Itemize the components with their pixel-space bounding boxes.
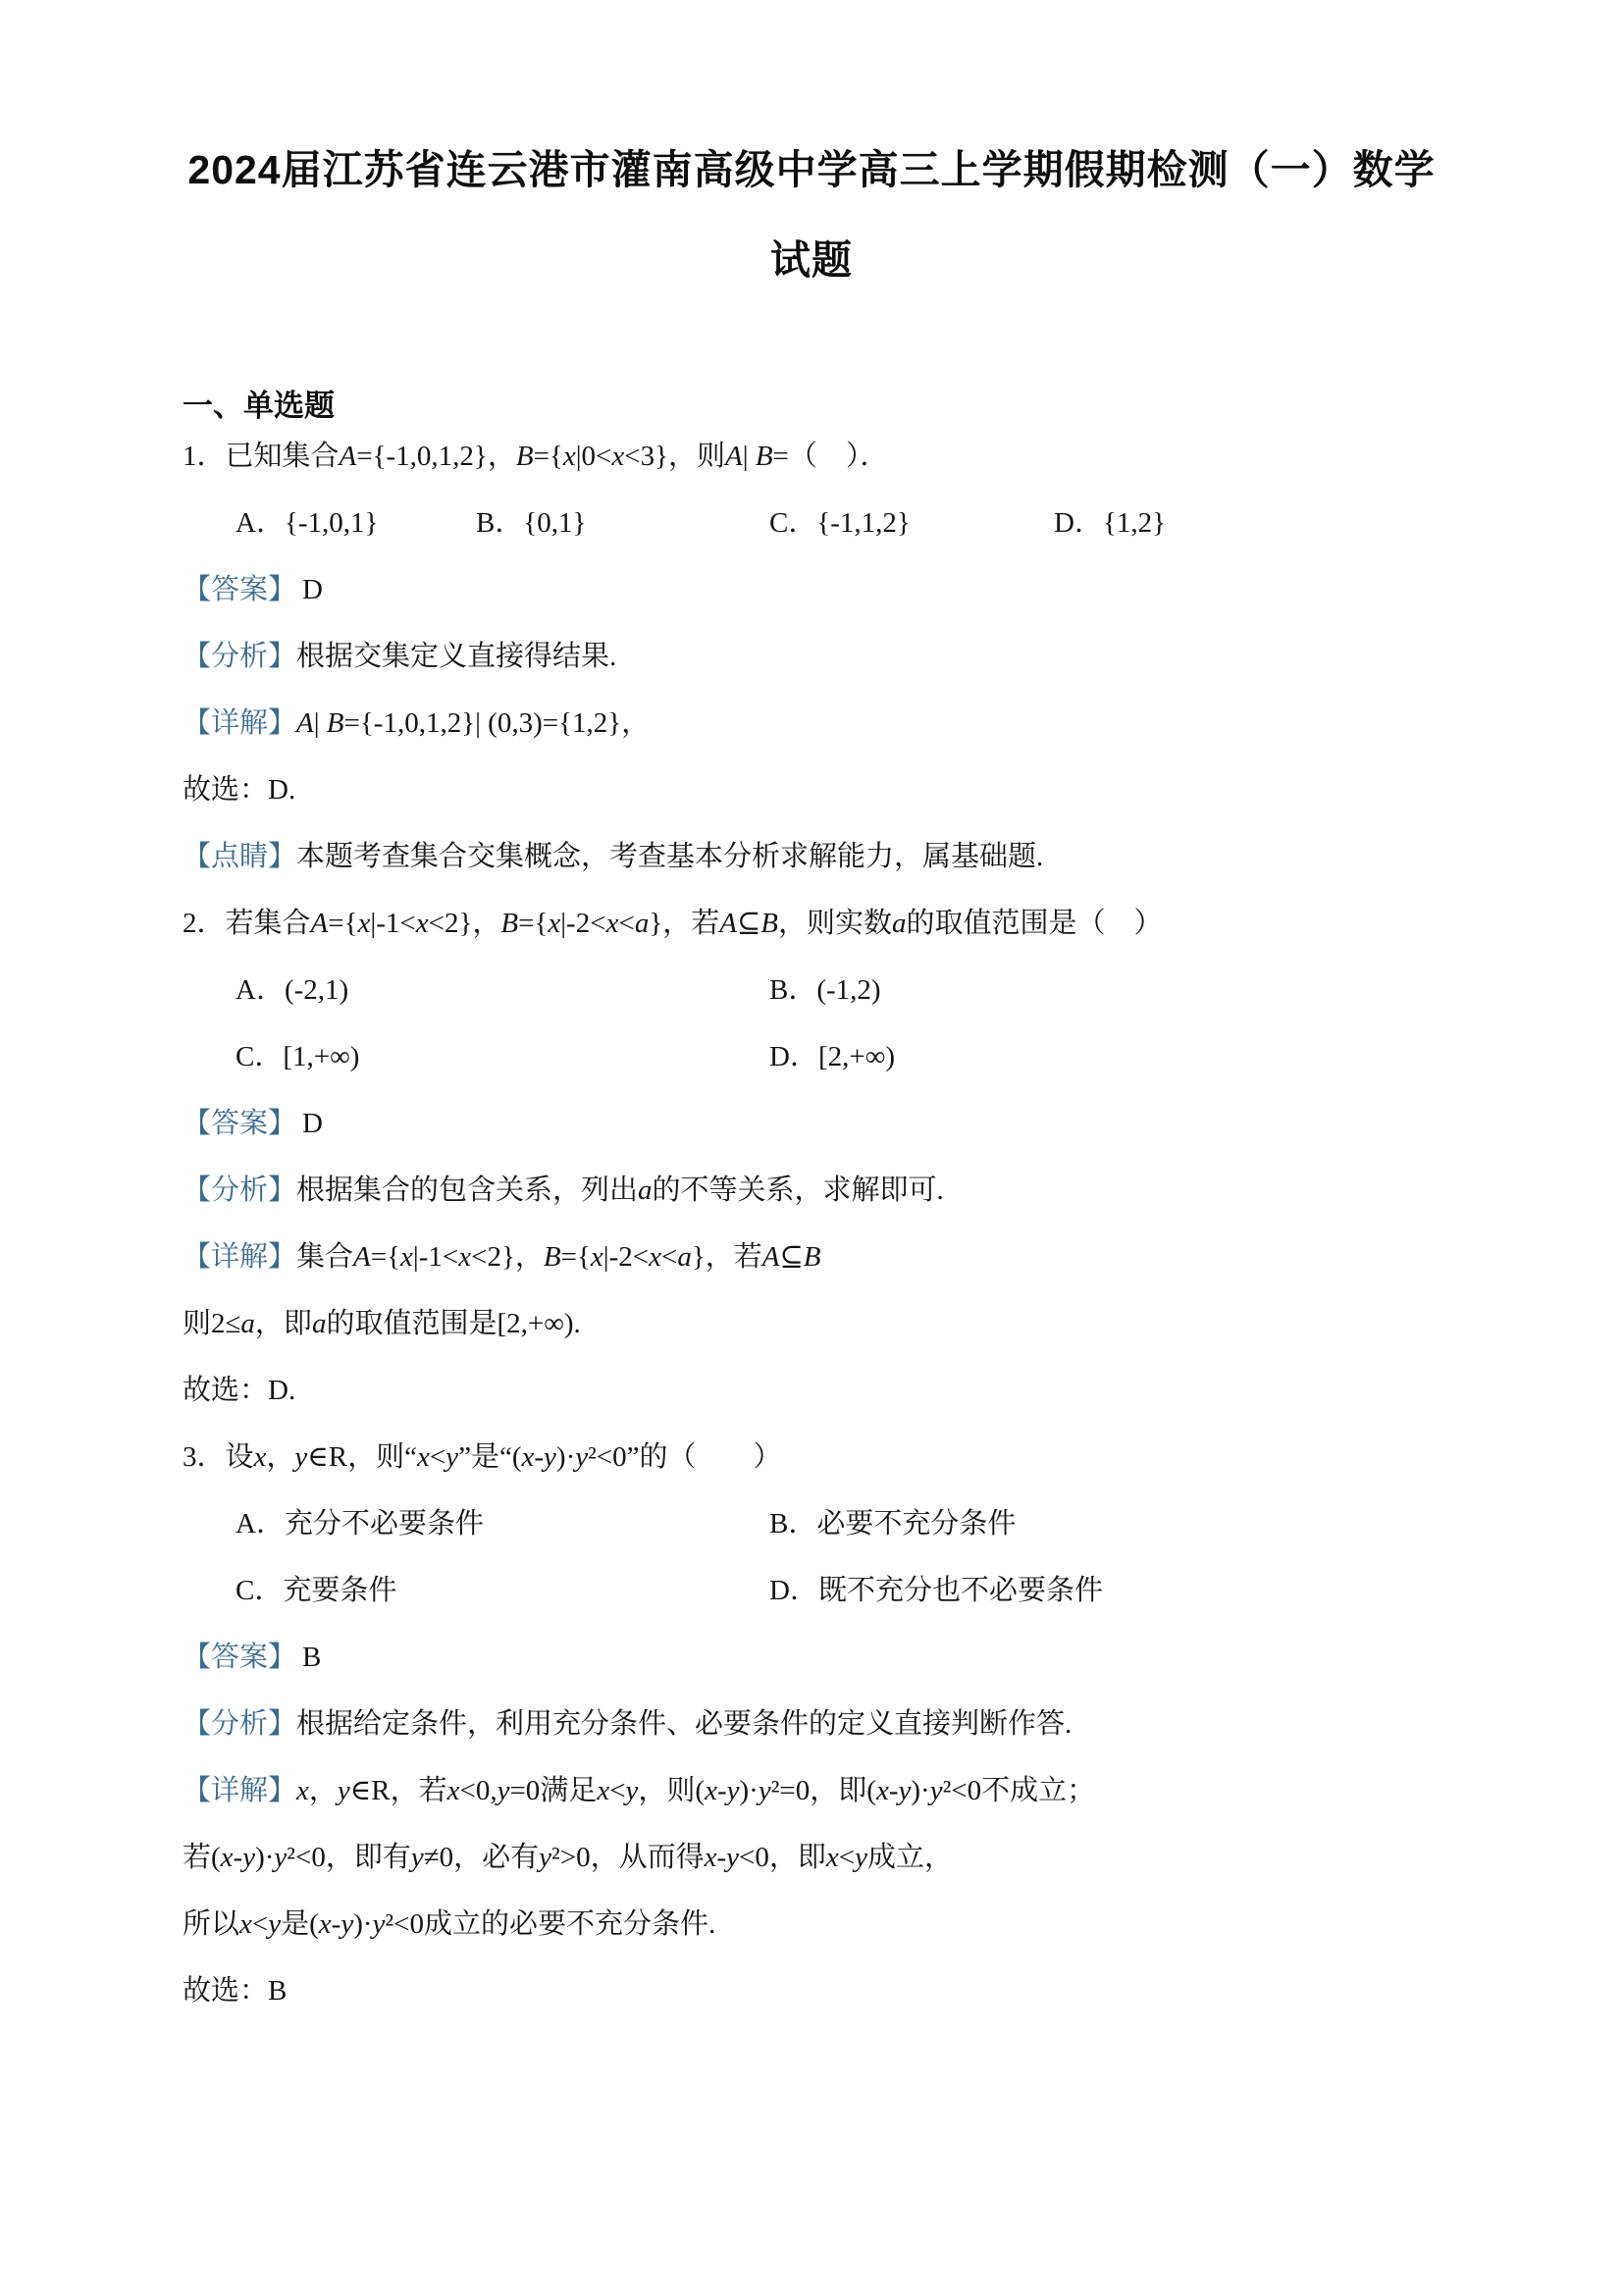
question-3-answer-line	[183, 1638, 1476, 1678]
question-1-note-text: 本题考查集合交集概念，考查基本分析求解能力，属基础题.	[296, 841, 1044, 873]
question-1-option-a: A．{-1,0,1}	[236, 507, 379, 540]
answer-label: 【答案】	[183, 574, 297, 606]
question-1-analysis-text: 根据交集定义直接得结果.	[296, 641, 617, 673]
question-3-option-b: B．必要不充分条件	[769, 1508, 1017, 1540]
page-title	[0, 0, 1623, 284]
question-1-analysis-line	[183, 637, 1476, 677]
question-2-option-d: D．[2,+∞)	[769, 1041, 896, 1073]
question-3-detail-line-3: 所以x<y是(x-y)·y²<0成立的必要不充分条件.	[183, 1908, 716, 1941]
question-3-analysis-line	[183, 1704, 1476, 1745]
question-1-option-d: D．{1,2}	[1054, 507, 1167, 540]
question-1-note-line	[183, 837, 1476, 877]
question-1-options	[183, 503, 1476, 544]
question-3-detail-text-1: x，y∈R，若x<0,y=0满足x<y，则(x-y)·y²=0，即(x-y)·y²<0不成立；	[296, 1775, 1096, 1807]
question-2-analysis-line	[183, 1171, 1476, 1211]
answer-label: 【答案】	[183, 1108, 297, 1140]
detail-label: 【详解】	[183, 1241, 297, 1274]
detail-label: 【详解】	[183, 707, 297, 740]
question-1-stem: 1．已知集合A={-1,0,1,2}，B={x|0<x<3}，则A| B=（ ）．	[183, 441, 889, 473]
question-3-option-d: D．既不充分也不必要条件	[769, 1575, 1103, 1607]
question-2-option-a: A．(-2,1)	[236, 974, 349, 1007]
question-2-options-row-1	[183, 970, 1476, 1011]
question-3-detail-line-2: 若(x-y)·y²<0，即有y≠0，必有y²>0，从而得x-y<0，即x<y成立，	[183, 1842, 953, 1874]
question-2-analysis-text: 根据集合的包含关系，列出a的不等关系，求解即可.	[296, 1174, 944, 1207]
question-2-block	[183, 904, 1476, 1411]
note-label: 【点睛】	[183, 841, 297, 873]
analysis-label: 【分析】	[183, 1708, 297, 1741]
question-2-detail-text-1: 集合A={x|-1<x<2}，B={x|-2<x<a}，若A⊆B	[296, 1241, 821, 1274]
question-2-option-c: C．[1,+∞)	[236, 1041, 360, 1073]
detail-label: 【详解】	[183, 1775, 297, 1807]
question-1-answer-line	[183, 570, 1476, 610]
question-3-options-row-1	[183, 1504, 1476, 1544]
section-heading: 一、单选题	[183, 389, 335, 424]
question-2-detail-line-2: 则2≤a，即a的取值范围是[2,+∞).	[183, 1308, 581, 1340]
title-line-1: 2024届江苏省连云港市灌南高级中学高三上学期假期检测（一）数学	[187, 147, 1436, 192]
question-2-options-row-2	[183, 1037, 1476, 1077]
question-2-option-b: B．(-1,2)	[769, 974, 881, 1007]
question-3-choose-line: 故选：B	[183, 1975, 288, 2008]
question-2-answer-line	[183, 1104, 1476, 1144]
question-3-answer-value: B	[302, 1642, 322, 1674]
question-1-block	[183, 437, 1476, 877]
question-3-detail-line-1	[183, 1771, 1476, 1811]
title-line-2: 试题	[770, 237, 853, 284]
question-1-detail-text: A| B={-1,0,1,2}| (0,3)={1,2}，	[296, 707, 651, 740]
question-3-analysis-text: 根据给定条件，利用充分条件、必要条件的定义直接判断作答.	[296, 1708, 1073, 1741]
analysis-label: 【分析】	[183, 1174, 297, 1207]
question-3-option-a: A．充分不必要条件	[236, 1508, 484, 1540]
question-1-answer-value: D	[302, 574, 323, 606]
question-2-answer-value: D	[302, 1108, 323, 1140]
question-2-stem: 2．若集合A={x|-1<x<2}，B={x|-2<x<a}，若A⊆B，则实数a的取值范围是（ ）	[183, 908, 1163, 940]
answer-label: 【答案】	[183, 1642, 297, 1674]
question-1-detail-line	[183, 704, 1476, 744]
question-2-choose-line: 故选：D.	[183, 1375, 296, 1407]
question-3-options-row-2	[183, 1571, 1476, 1611]
question-1-choose-line: 故选：D.	[183, 774, 296, 807]
document-content	[0, 386, 1623, 2011]
question-3-block	[183, 1437, 1476, 2011]
question-1-option-c: C．{-1,1,2}	[769, 507, 911, 540]
question-2-detail-line-1	[183, 1237, 1476, 1278]
question-1-option-b: B．{0,1}	[476, 507, 587, 540]
analysis-label: 【分析】	[183, 641, 297, 673]
question-3-stem: 3．设x，y∈R，则“x<y”是“(x-y)·y²<0”的（ ）	[183, 1441, 782, 1474]
question-3-option-c: C．充要条件	[236, 1575, 397, 1607]
